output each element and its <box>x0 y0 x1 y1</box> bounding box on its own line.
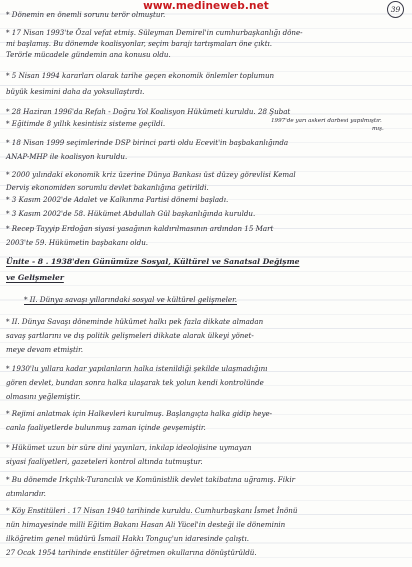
unit-heading-line-2: ve Gelişmeler <box>6 273 64 282</box>
note-line: savaş şartlarını ve dış politik gelişmeleri dikkate alarak ülkeyi yönet- <box>6 331 254 340</box>
page-number: 39 <box>387 1 404 18</box>
note-line: ilköğretim genel müdürü İsmail Hakkı Tonguç'un idaresinde çalıştı. <box>6 534 250 543</box>
note-line: nün himayesinde milli Eğitim Bakanı Hasan Ali Yücel'in desteği ile döneminin <box>6 520 286 529</box>
note-line: büyük kesimini daha da yoksullaştırdı. <box>6 87 145 96</box>
note-line: * Eğitimde 8 yıllık kesintisiz sisteme geçildi. <box>6 119 166 128</box>
note-line: * Köy Enstitüleri . 17 Nisan 1940 tarihinde kuruldu. Cumhurbaşkanı İsmet İnönü <box>6 506 298 515</box>
note-line: meye devam etmiştir. <box>6 345 84 354</box>
note-line: * Rejimi anlatmak için Halkevleri kurulmuş. Başlangıçta halka gidip heye- <box>6 409 273 418</box>
note-line: * Bu dönemde Irkçılık-Turancılık ve Komünistlik devlet takibatına uğramış. Fikir <box>6 475 296 484</box>
site-watermark: www.medineweb.net <box>143 0 269 12</box>
note-line: atımlarıdır. <box>6 489 46 498</box>
margin-note: 1997'de yarı askeri darbesi yapılmıştır. <box>271 118 382 124</box>
section-heading: * II. Dünya savaşı yıllarındaki sosyal ve kültürel gelişmeler. <box>24 295 237 304</box>
note-line: * Dönemin en önemli sorunu terör olmuştur. <box>6 10 166 19</box>
unit-heading-line-1: Ünite - 8 . 1938'den Günümüze Sosyal, Kültürel ve Sanatsal Değişme <box>6 257 300 266</box>
note-line: * 18 Nisan 1999 seçimlerinde DSP birinci parti oldu Ecevit'in başbakanlığında <box>6 138 289 147</box>
note-line: * 17 Nisan 1993'te Özal vefat etmiş. Süleyman Demirel'in cumhurbaşkanlığı döne- <box>6 28 303 37</box>
note-line: * Hükümet uzun bir süre dini yayınları, inkılap ideolojisine uymayan <box>6 443 252 452</box>
note-line: * 2000 yılındaki ekonomik kriz üzerine Dünya Bankası üst düzey görevlisi Kemal <box>6 170 296 179</box>
note-line: gören devlet, bundan sonra halka ulaşarak tek yolun kendi kontrolünde <box>6 378 264 387</box>
note-line: * 3 Kasım 2002'de Adalet ve Kalkınma Partisi dönemi başladı. <box>6 195 229 204</box>
note-line: * 1930'lu yıllara kadar yapılanların halka istenildiği şekilde ulaşmadığını <box>6 364 268 373</box>
note-line: * 5 Nisan 1994 kararları olarak tarihe geçen ekonomik önlemler toplumun <box>6 71 275 80</box>
note-line: canla faaliyetlerde bulunmuş zaman içinde gevşemiştir. <box>6 423 206 432</box>
note-line: * Recep Tayyip Erdoğan siyasi yasağının kaldırılmasının ardından 15 Mart <box>6 224 274 233</box>
note-line: mi başlamış. Bu dönemde koalisyonlar, seçim barajı tartışmaları öne çıktı. <box>6 39 273 48</box>
unit-heading <box>6 257 299 266</box>
note-line: Derviş ekonomiden sorumlu devlet bakanlığına getirildi. <box>6 183 209 192</box>
note-line: 27 Ocak 1954 tarihinde enstitüler öğretmen okullarına dönüştürüldü. <box>6 548 257 557</box>
note-line: siyasi faaliyetleri, gazeteleri kontrol altında tutmuştur. <box>6 457 203 466</box>
note-line-koy-enstituleri <box>6 506 297 515</box>
note-line: * II. Dünya Savaşı döneminde hükümet halkı pek fazla dikkate almadan <box>6 317 264 326</box>
margin-note: mış. <box>372 126 384 132</box>
note-line: olmasını yeğlemiştir. <box>6 392 81 401</box>
note-line: * 28 Haziran 1996'da Refah - Doğru Yol Koalisyon Hükümeti kuruldu. 28 Şubat <box>6 107 291 116</box>
note-line: 2003'te 59. Hükümetin başbakanı oldu. <box>6 238 149 247</box>
note-line: * 3 Kasım 2002'de 58. Hükümet Abdullah Gül başkanlığında kuruldu. <box>6 209 256 218</box>
unit-heading <box>6 273 64 282</box>
note-line: ANAP-MHP ile koalisyon kuruldu. <box>6 152 128 161</box>
note-line: Terörle mücadele gündemin ana konusu oldu. <box>6 50 171 59</box>
